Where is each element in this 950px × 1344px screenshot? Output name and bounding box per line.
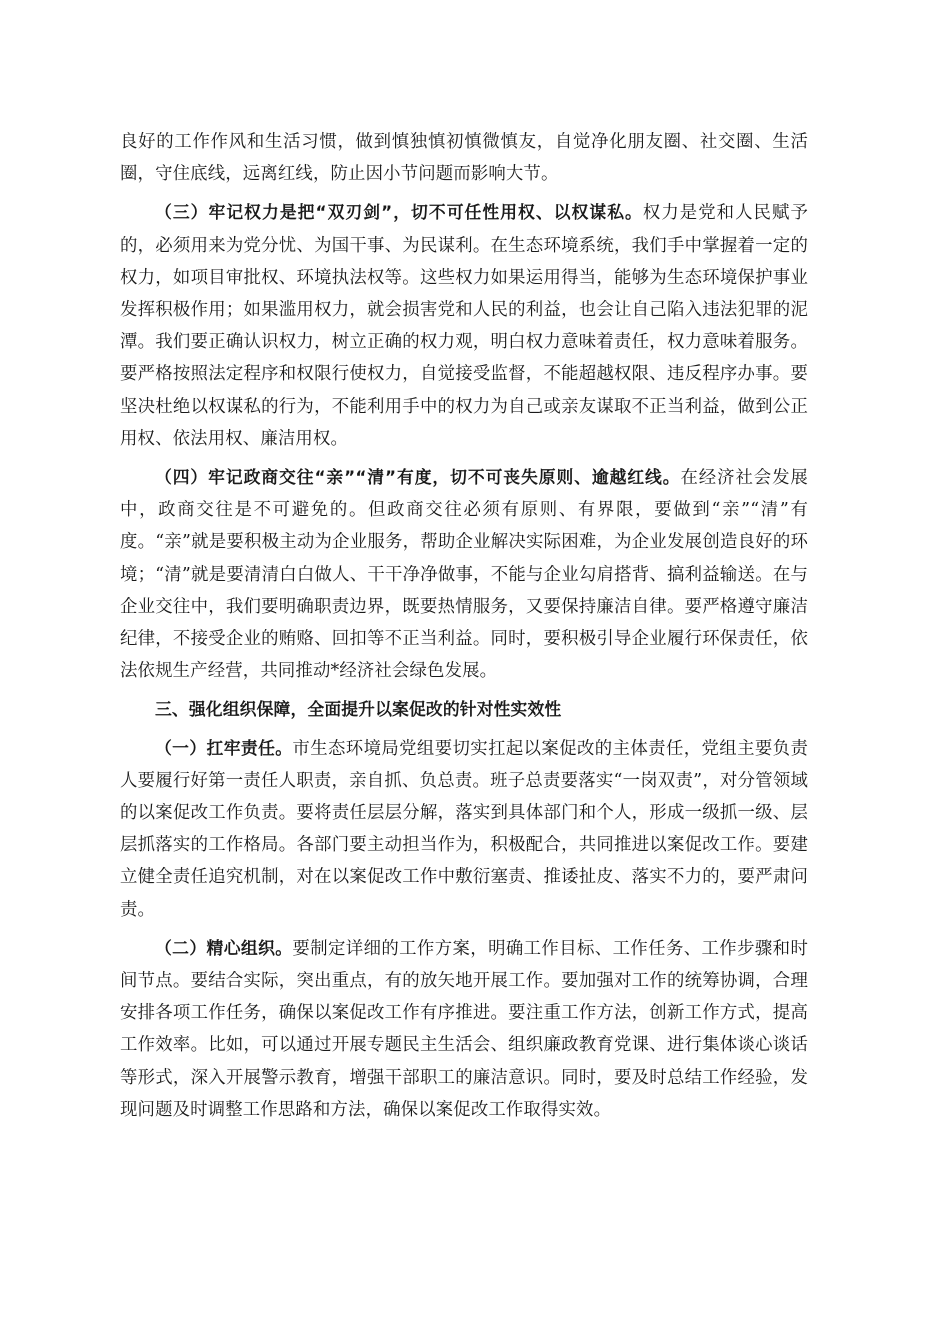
paragraph-text: 要制定详细的工作方案，明确工作目标、工作任务、工作步骤和时间节点。要结合实际，突出重点，有的放矢地开展工作。要加强对工作的统筹协调，合理安排各项工作任务，确保以案促改工作有序推进。要注重工作方法，创新工作方式，提高工作效率。比如，可以通过开展专题民主生活会、组织廉政教育党课、进行集体谈心谈话等形式，深入开展警示教育，增强干部职工的廉洁意识。同时，要及时总结工作经验，发现问题及时调整工作思路和方法，确保以案促改工作取得实效。 (120, 938, 808, 1120)
paragraph-lead: （二）精心组织。 (155, 937, 293, 958)
paragraph-text: 良好的工作作风和生活习惯，做到慎独慎初慎微慎友，自觉净化朋友圈、社交圈、生活圈，守住底线，远离红线，防止因小节问题而影响大节。 (120, 132, 808, 185)
paragraph-continuation (120, 126, 808, 190)
paragraph-power (120, 196, 808, 455)
paragraph-text: 市生态环境局党组要切实扛起以案促改的主体责任，党组主要负责人要履行好第一责任人职责，亲自抓、负总责。班子总责要落实“一岗双责”，对分管领域的以案促改工作负责。要将责任层层分解，落实到具体部门和个人，形成一级抓一级、层层抓落实的工作格局。各部门要主动担当作为，积极配合，共同推进以案促改工作。要建立健全责任追究机制，对在以案促改工作中敷衍塞责、推诿扯皮、落实不力的，要严肃问责。 (120, 738, 808, 920)
paragraph-lead: （三）牢记权力是把“双刃剑”，切不可任性用权、以权谋私。 (155, 202, 643, 223)
document-body (120, 126, 808, 1132)
paragraph-responsibility (120, 732, 808, 926)
paragraph-lead: （四）牢记政商交往“亲”“清”有度，切不可丧失原则、逾越红线。 (155, 467, 681, 488)
paragraph-organization (120, 932, 808, 1126)
section-heading: 三、强化组织保障，全面提升以案促改的针对性实效性 (155, 699, 562, 720)
paragraph-lead: （一）扛牢责任。 (155, 737, 293, 758)
paragraph-text: 在经济社会发展中，政商交往是不可避免的。但政商交往必须有原则、有界限，要做到“亲”“清”有度。“亲”就是要积极主动为企业服务，帮助企业解决实际困难，为企业发展创造良好的环境；“清”就是要清清白白做人、干干净净做事，不能与企业勾肩搭背、搞利益输送。在与企业交往中，我们要明确职责边界，既要热情服务，又要保持廉洁自律。要严格遵守廉洁纪律，不接受企业的贿赂、回扣等不正当利益。同时，要积极引导企业履行环保责任，依法依规生产经营，共同推动*经济社会绿色发展。 (120, 468, 808, 682)
paragraph-government-business (120, 461, 808, 687)
paragraph-text: 权力是党和人民赋予的，必须用来为党分忧、为国干事、为民谋利。在生态环境系统，我们手中掌握着一定的权力，如项目审批权、环境执法权等。这些权力如果运用得当，能够为生态环境保护事业发挥积极作用；如果滥用权力，就会损害党和人民的利益，也会让自己陷入违法犯罪的泥潭。我们要正确认识权力，树立正确的权力观，明白权力意味着责任，权力意味着服务。要严格按照法定程序和权限行使权力，自觉接受监督，不能超越权限、违反程序办事。要坚决杜绝以权谋私的行为，不能利用手中的权力为自己或亲友谋取不正当利益，做到公正用权、依法用权、廉洁用权。 (120, 203, 808, 449)
